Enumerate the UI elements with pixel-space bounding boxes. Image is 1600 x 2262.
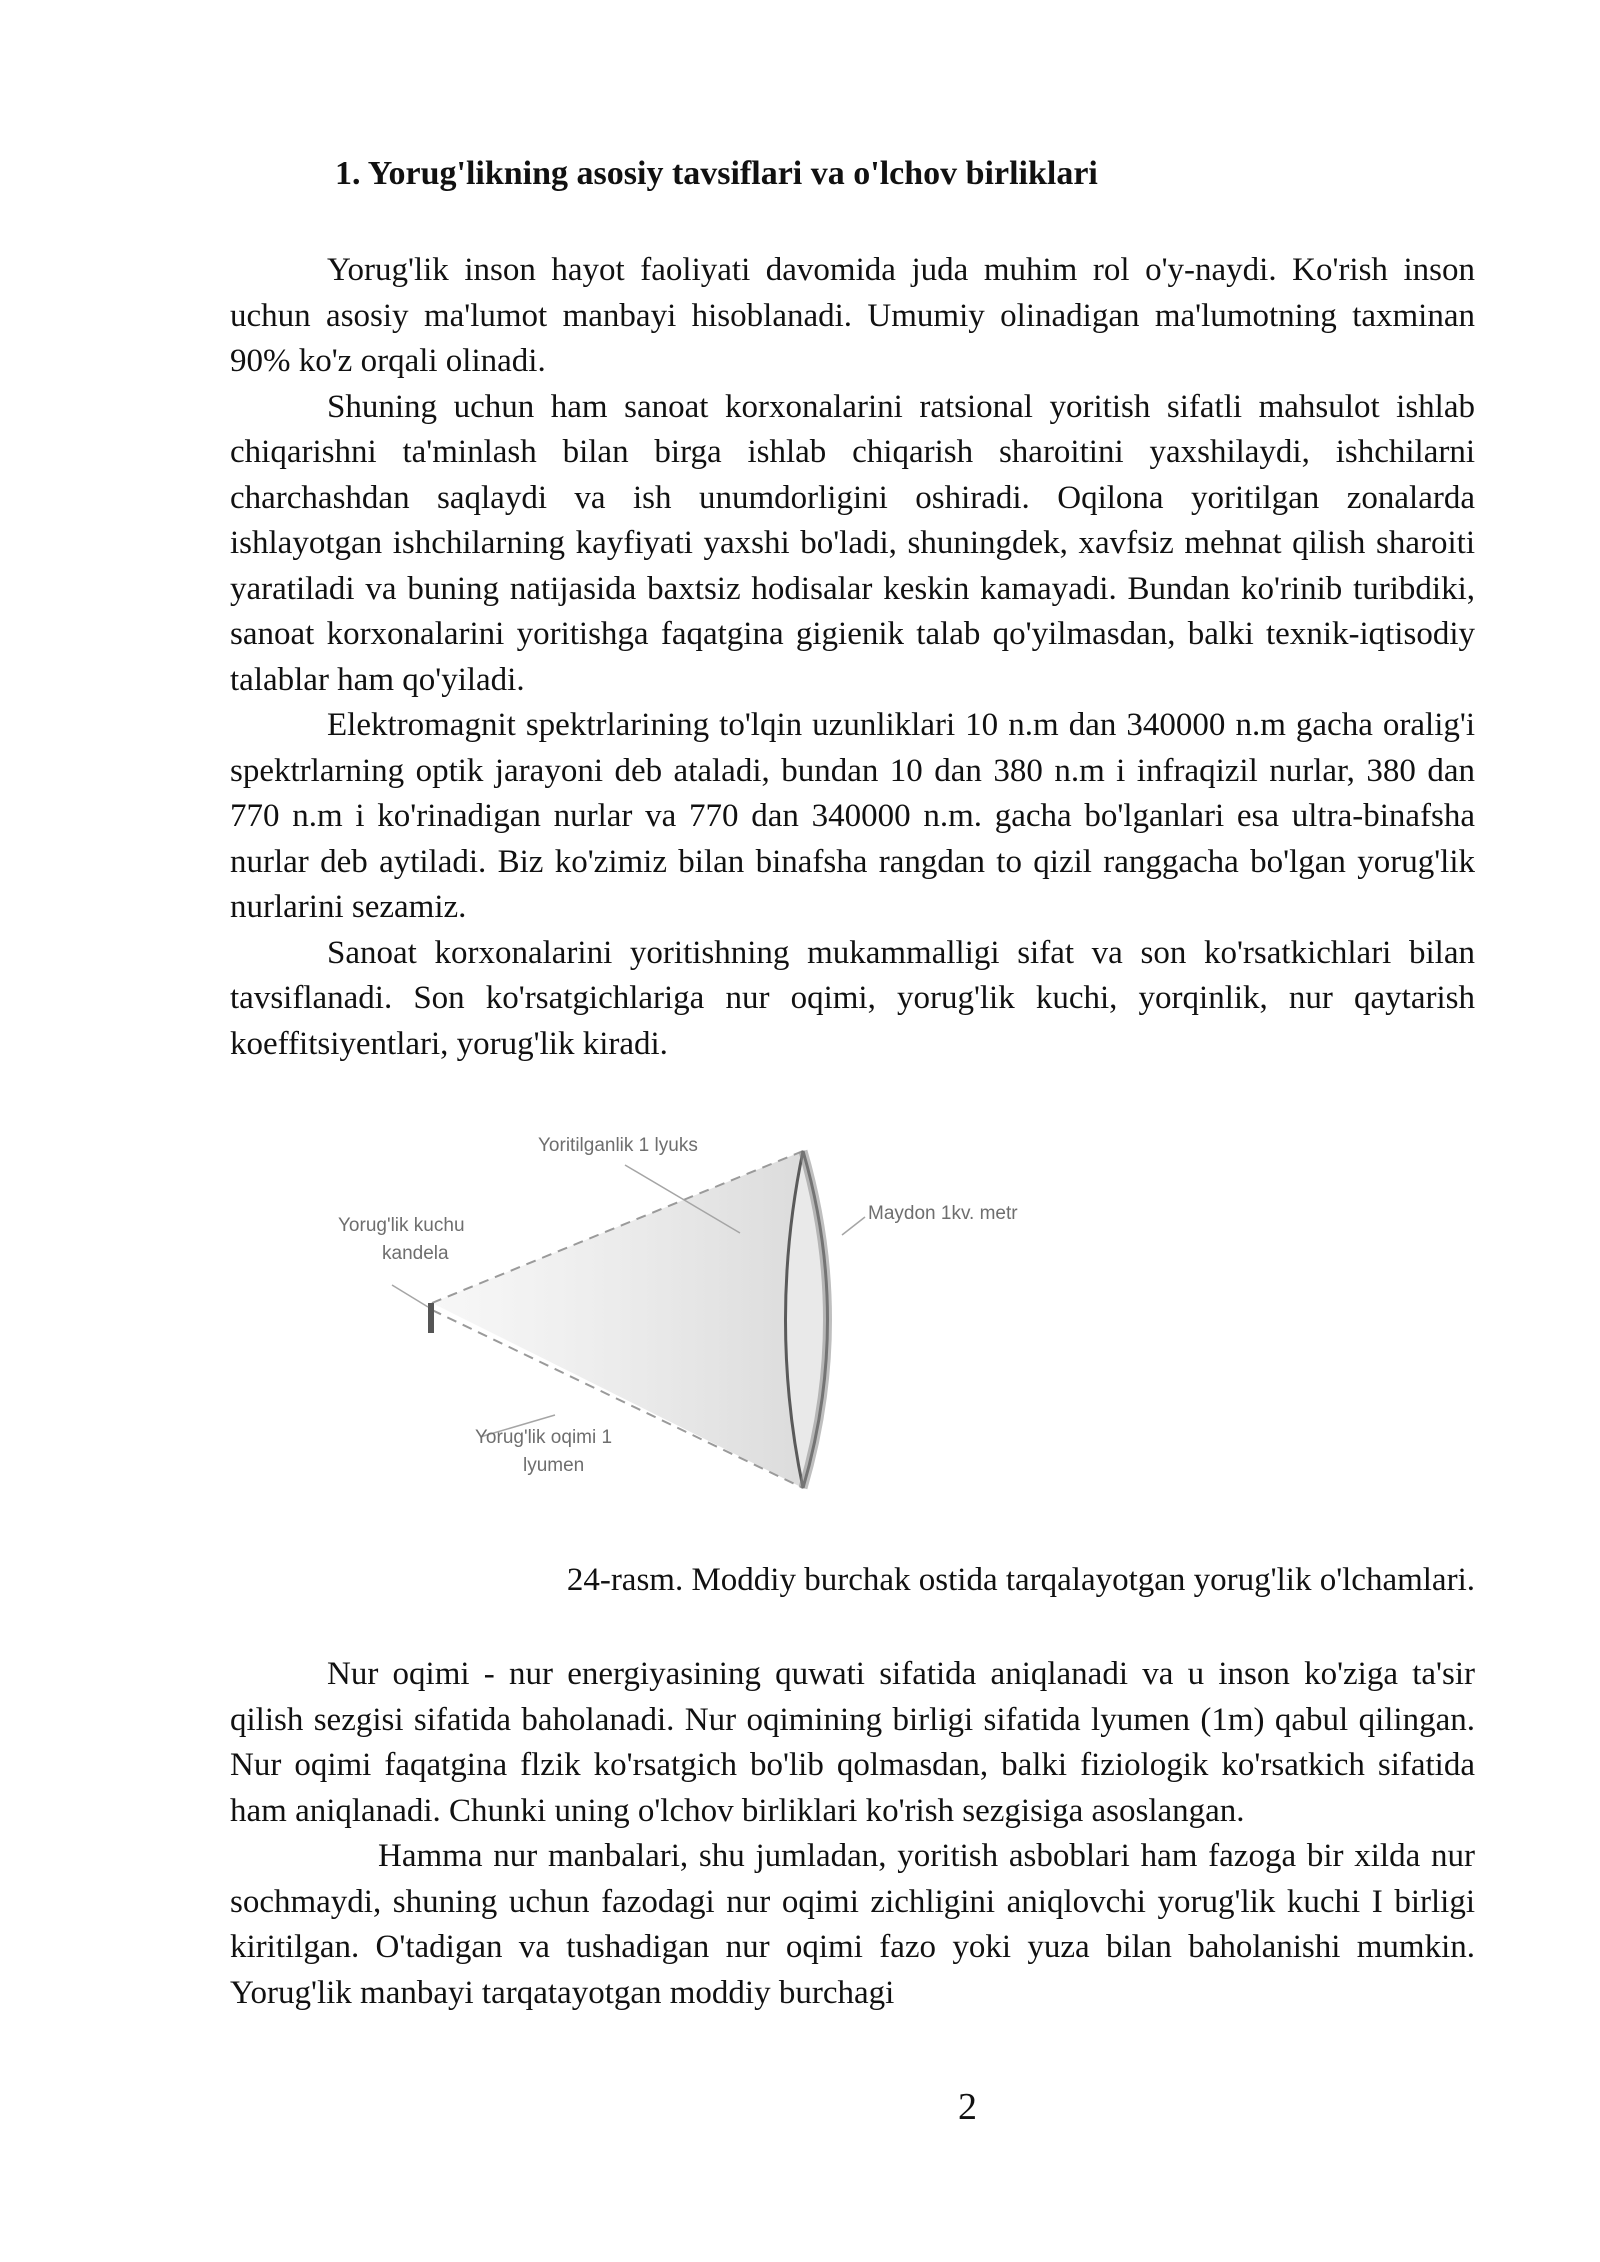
candle-source — [428, 1303, 434, 1333]
label-flux-line2: lyumen — [523, 1455, 585, 1476]
leader-intensity — [392, 1285, 428, 1307]
page-number-text: 2 — [958, 2086, 977, 2128]
label-intensity-line2: kandela — [382, 1243, 449, 1264]
paragraph: Yorug'lik inson hayot faoliyati davomida juda muhim rol o'y-naydi. Ko'rish inson uchun asosiy ma'lumot manbayi hisoblanadi. Umumiy olinadigan ma'lumotning taxminan 90% ko'z orqali olinadi. — [230, 252, 1475, 379]
section-heading: 1. Yorug'likning asosiy tavsiflari va o'lchov birliklari — [335, 155, 1098, 192]
light-cone-illustration — [320, 1125, 1080, 1525]
light-cone-figure — [320, 1125, 1080, 1525]
body-text-bottom — [230, 1652, 1475, 2016]
paragraph: Nur oqimi - nur energiyasining quwati sifatida aniqlanadi va u inson ko'ziga ta'sir qilish sezgisi sifatida baholanadi. Nur oqimining birligi sifatida lyumen (1m) qabul qilingan. Nur oqimi faqatgina flzik ko'rsatgich bo'lib qolmasdan, balki fiziologik ko'rsatkich sifatida ham aniqlanadi. Chunki uning o'lchov birliklari ko'rish sezgisiga asoslangan. — [230, 1656, 1475, 1829]
label-intensity-line1: Yorug'lik kuchu — [338, 1215, 465, 1236]
body-text-top — [230, 248, 1475, 1067]
paragraph: Elektromagnit spektrlarining to'lqin uzunliklari 10 n.m dan 340000 n.m gacha oralig'i spektrlarning optik jarayoni deb ataladi, bundan 10 dan 380 n.m i infraqizil nurlar, 380 dan 770 n.m i ko'rinadigan nurlar va 770 dan 340000 n.m. gacha bo'lganlari esa ultra-binafsha nurlar deb aytiladi. Biz ko'zimiz bilan binafsha rangdan to qizil ranggacha bo'lgan yorug'lik nurlarini sezamiz. — [230, 707, 1475, 925]
figure-caption: 24-rasm. Moddiy burchak ostida tarqalayotgan yorug'lik o'lchamlari. — [566, 1562, 1475, 1598]
label-area: Maydon 1kv. metr — [868, 1203, 1018, 1224]
paragraph: Hamma nur manbalari, shu jumladan, yoritish asboblari ham fazoga bir xilda nur sochmaydi, shuning uchun fazodagi nur oqimi zichligini aniqlovchi yorug'lik kuchi I birligi kiritilgan. O'tadigan va tushadigan nur oqimi fazo yoki yuza bilan baholanishi mumkin. Yorug'lik manbayi tarqatayotgan moddiy burchagi — [230, 1838, 1475, 2011]
page-number — [0, 2085, 1600, 2129]
paragraph: Shuning uchun ham sanoat korxonalarini ratsional yoritish sifatli mahsulot ishlab chiqarishni ta'minlash bilan birga ishlab chiqarish sharoitini yaxshilaydi, ishchilarni charchashdan saqlaydi va ish unumdorligini oshiradi. Oqilona yoritilgan zonalarda ishlayotgan ishchilarning kayfiyati yaxshi bo'ladi, shuningdek, xavfsiz mehnat qilish sharoiti yaratiladi va buning natijasida baxtsiz hodisalar keskin kamayadi. Bundan ko'rinib turibdiki, sanoat korxonalarini yoritishga faqatgina gigienik talab qo'yilmasdan, balki texnik-iqtisodiy talablar ham qo'yiladi. — [230, 388, 1475, 698]
label-illuminance: Yoritilganlik 1 lyuks — [538, 1135, 698, 1156]
leader-area — [842, 1217, 865, 1235]
paragraph: Sanoat korxonalarini yoritishning mukammalligi sifat va son ko'rsatkichlari bilan tavsiflanadi. Son ko'rsatgichlariga nur oqimi, yorug'lik kuchi, yorqinlik, nur qaytarish koeffitsiyentlari, yorug'lik kiradi. — [230, 934, 1475, 1062]
label-flux-line1: Yorug'lik oqimi 1 — [475, 1427, 613, 1448]
